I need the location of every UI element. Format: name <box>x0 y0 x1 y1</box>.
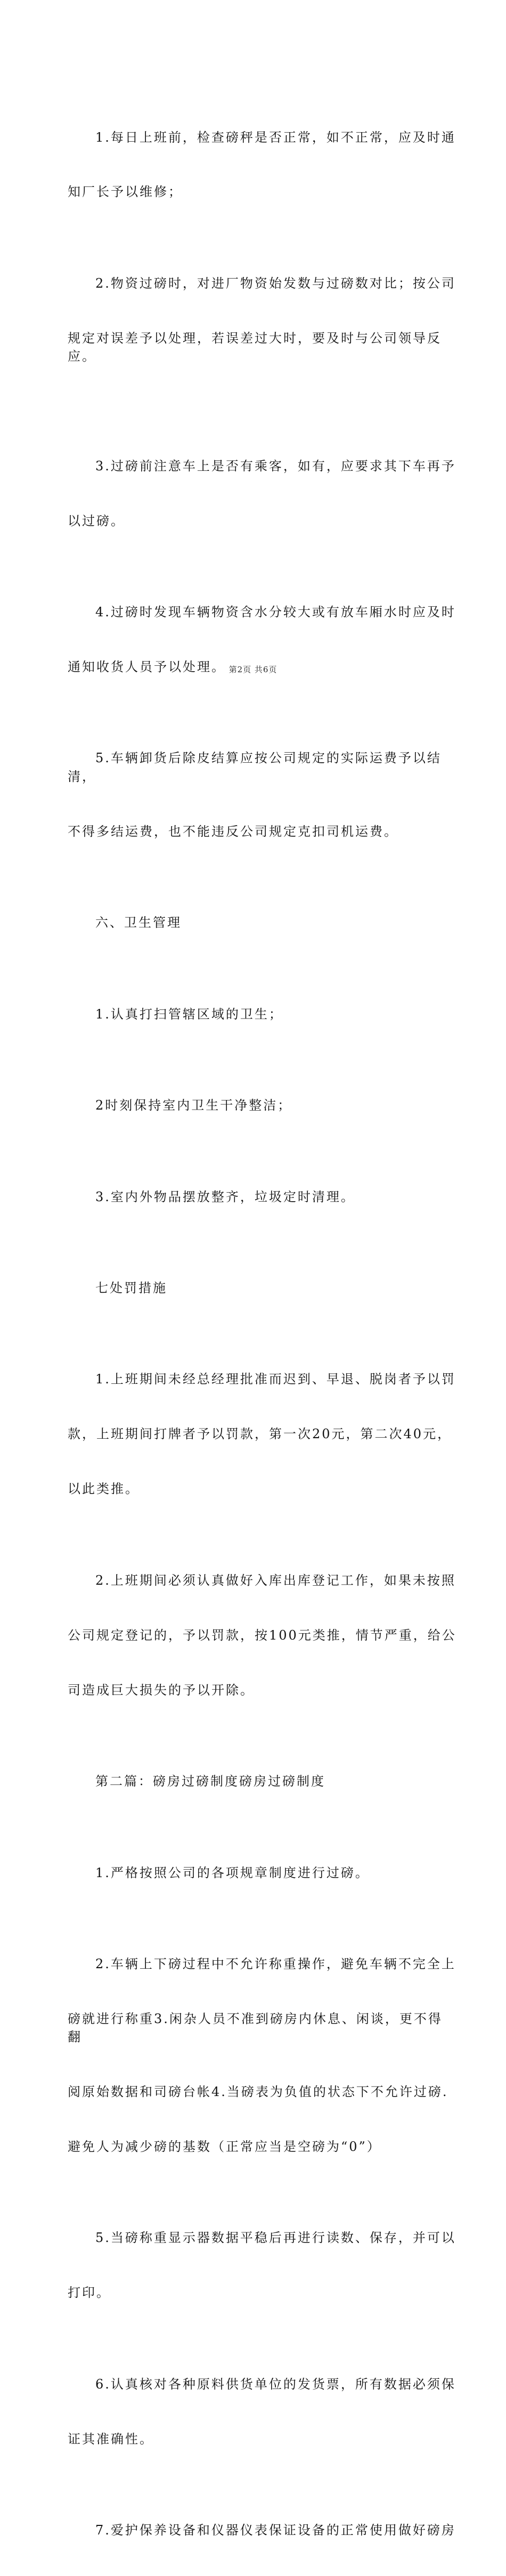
paragraph-1 <box>68 92 456 238</box>
text-line: 公司规定登记的，予以罚款，按100元类推，情节严重，给公 <box>68 1627 456 1643</box>
paragraph-hygiene-3 <box>68 1151 456 1242</box>
text-line: 阅原始数据和司磅台帐4.当磅表为负值的状态下不允许过磅. <box>68 2084 448 2100</box>
paragraph-5 <box>68 713 456 877</box>
text-line: 1.认真打扫管辖区域的卫生； <box>95 1006 283 1022</box>
text-line: 避免人为减少磅的基数（正常应当是空磅为“0”） <box>68 2139 381 2154</box>
text-line: 款，上班期间打牌者予以罚款，第一次20元，第二次40元， <box>68 1426 452 1442</box>
text-line: 通知收货人员予以处理。 <box>68 659 226 674</box>
text-line: 5.车辆卸货后除皮结算应按公司规定的实际运费予以结清， <box>68 751 442 784</box>
page-number-label: 第2页 共6页 <box>228 665 278 674</box>
text-line: 2.车辆上下磅过程中不允许称重操作，避免车辆不完全上 <box>95 1956 456 1971</box>
text-line: 2时刻保持室内卫生干净整洁； <box>95 1098 292 1113</box>
paragraph-4 <box>68 566 456 712</box>
text-line: 知厂长予以维修； <box>68 184 183 200</box>
document-body <box>68 92 456 2576</box>
section-heading-penalties <box>68 1242 456 1333</box>
paragraph-3 <box>68 420 456 566</box>
paragraph-penalty-1 <box>68 1334 456 1535</box>
text-line: 六、卫生管理 <box>95 915 182 931</box>
chapter-heading-2 <box>68 1735 456 1827</box>
paragraph-hygiene-1 <box>68 968 456 1059</box>
text-line: 2.上班期间必须认真做好入库出库登记工作，如果未按照 <box>95 1572 456 1588</box>
text-line: 4.过磅时发现车辆物资含水分较大或有放车厢水时应及时 <box>95 605 456 620</box>
text-line: 打印。 <box>68 2285 111 2301</box>
text-line: 1.严格按照公司的各项规章制度进行过磅。 <box>95 1865 370 1880</box>
text-line: 证其准确性。 <box>68 2431 154 2447</box>
text-line: 1.上班期间未经总经理批准而迟到、早退、脱岗者予以罚 <box>95 1372 456 1387</box>
text-line: 以此类推。 <box>68 1481 140 1497</box>
text-line: 2.物资过磅时，对进厂物资始发数与过磅数对比；按公司 <box>95 275 456 291</box>
text-line: 司造成巨大损失的予以开除。 <box>68 1682 255 1698</box>
paragraph-weighing-6 <box>68 2338 456 2484</box>
paragraph-weighing-2 <box>68 1918 456 2192</box>
text-line: 七处罚措施 <box>95 1281 167 1295</box>
text-line: 第二篇：磅房过磅制度磅房过磅制度 <box>95 1774 325 1789</box>
paragraph-weighing-1 <box>68 1827 456 1918</box>
text-line: 7.爱护保养设备和仪器仪表保证设备的正常使用做好磅房 <box>95 2523 456 2538</box>
paragraph-2 <box>68 238 456 402</box>
paragraph-hygiene-2 <box>68 1059 456 1151</box>
text-line: 3.过磅前注意车上是否有乘客，如有，应要求其下车再予 <box>95 458 456 474</box>
text-line: 不得多结运费，也不能违反公司规定克扣司机运费。 <box>68 824 398 839</box>
paragraph-penalty-2 <box>68 1535 456 1735</box>
text-line: 规定对误差予以处理，若误差过大时，要及时与公司领导反应。 <box>68 330 442 364</box>
text-line: 1.每日上班前，检查磅秤是否正常，如不正常，应及时通 <box>95 129 456 145</box>
page-footer <box>0 664 506 675</box>
text-line: 5.当磅称重显示器数据平稳后再进行读数、保存，并可以 <box>95 2230 456 2246</box>
text-line: 以过磅。 <box>68 513 125 528</box>
paragraph-weighing-7 <box>68 2485 456 2576</box>
paragraph-weighing-5 <box>68 2192 456 2338</box>
text-line: 3.室内外物品摆放整齐，垃圾定时清理。 <box>95 1189 355 1204</box>
text-line: 磅就进行称重3.闲杂人员不准到磅房内休息、闲谈，更不得翻 <box>68 2011 443 2045</box>
blank-line <box>68 402 456 420</box>
text-line: 6.认真核对各种原料供货单位的发货票，所有数据必须保 <box>95 2376 456 2392</box>
section-heading-hygiene <box>68 877 456 968</box>
